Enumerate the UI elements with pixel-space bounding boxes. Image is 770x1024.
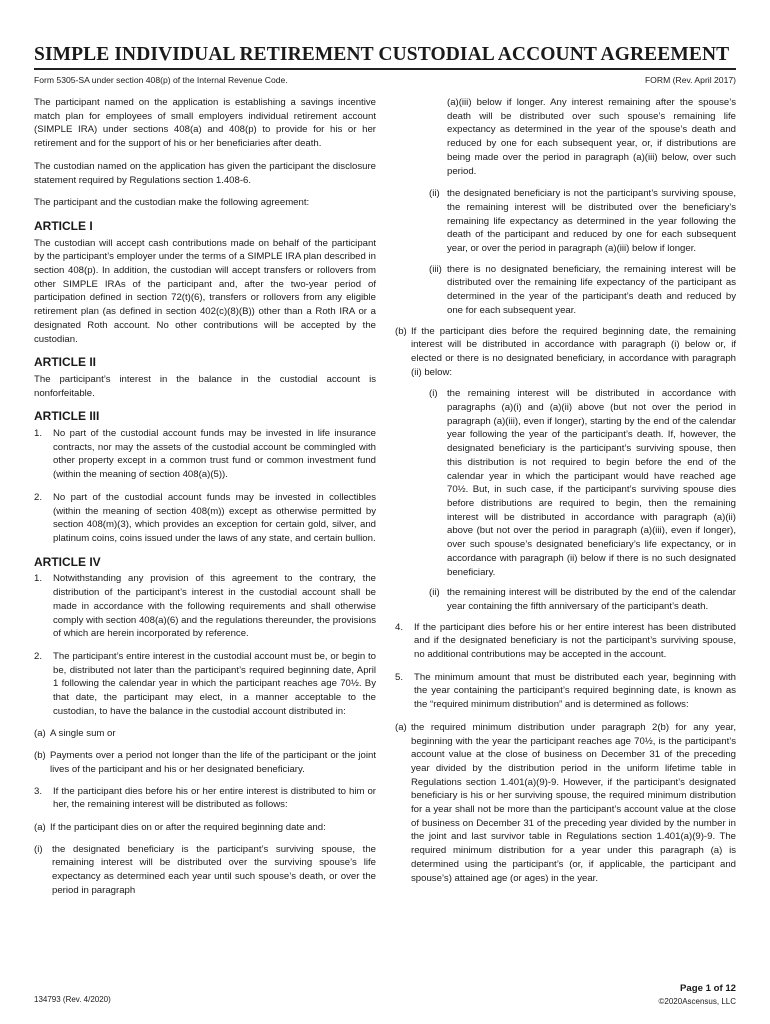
right-column bbox=[395, 96, 736, 893]
item-letter: (a) bbox=[395, 721, 407, 733]
article-4-item-2b bbox=[34, 749, 376, 776]
item-number: 2. bbox=[34, 491, 43, 503]
item-text: If the participant dies before the required beginning date, the remaining interest will be distributed in accordance with paragraph (i) below or, if elected or there is no designated beneficiary, in accordance with paragraph (ii) below: bbox=[411, 325, 736, 378]
form-revision: FORM (Rev. April 2017) bbox=[644, 75, 736, 85]
item-text: the remaining interest will be distributed in accordance with paragraphs (a)(i) and (a)(ii) above (but not over the period in paragraph (a)(iii), even if longer), starting by the end of the calendar year following the year of the participant’s death. If, however, the designated beneficiary is the participant’s surviving spouse, then this distribution is not required to begin before the end of the calendar year in which the participant would have reached age 70½. But, in such case, if the participant’s surviving spouse dies before distributions are required to begin, then the remaining interest will be distributed in accordance with paragraph (a)(ii) above (but not over the period in paragraph (a)(iii), even if longer), over such spouse’s designated beneficiary’s life expectancy, or in accordance with paragraph (ii) below if there is no such designated beneficiary. bbox=[447, 388, 736, 578]
item-roman: (ii) bbox=[429, 587, 440, 599]
item-number: 4. bbox=[395, 621, 404, 633]
item-letter: (a) bbox=[34, 728, 46, 740]
article-4-item-3a-i bbox=[34, 843, 376, 898]
item-letter: (b) bbox=[34, 750, 46, 762]
intro-paragraph-3: The participant and the custodian make the following agreement: bbox=[34, 197, 310, 209]
item-text: the required minimum distribution under paragraph 2(b) for any year, beginning with the year the participant reaches age 70½, is the participant’s account value at the close of business on December 31 of the preceding year divided by the distribution period in the uniform lifetime table in Regulations section 1.401(a)(9)-9. However, if the participant’s designated beneficiary is his or her surviving spouse, the required minimum distribution for a year shall not be more than the participant’s account value at the close of business on December 31 of the preceding year divided by the number in the joint and last survivor table in Regulations section 1.401(a)(9)-9. The required minimum distribution for a year under this paragraph (a) is determined using the participant’s (or, if applicable, the participant and spouse’s) attained age (or ages) in the year. bbox=[411, 721, 736, 884]
item-3b-ii bbox=[429, 586, 736, 613]
item-text: If the participant dies before his or her entire interest is distributed to him or her, the remaining interest will be distributed as follows: bbox=[53, 785, 376, 811]
page-title: SIMPLE INDIVIDUAL RETIREMENT CUSTODIAL ACCOUNT AGREEMENT bbox=[34, 44, 730, 65]
item-letter: (b) bbox=[395, 325, 407, 337]
item-roman: (i) bbox=[34, 843, 43, 855]
item-text: the designated beneficiary is the participant’s surviving spouse, the remaining interest will be distributed over the surviving spouse’s life expectancy as determined each year until such spouse’s death, or over the period in paragraph bbox=[52, 843, 376, 896]
article-2-heading: ARTICLE II bbox=[34, 355, 96, 370]
form-code: 134793 (Rev. 4/2020) bbox=[34, 995, 111, 1004]
item-text: No part of the custodial account funds may be invested in collectibles (within the meaning of section 408(m)) except as otherwise permitted by section 408(m)(3), which provides an exception for certain gold, silver, and platinum coins, coins issued under the laws of any state, and certain bullion. bbox=[53, 491, 376, 544]
article-3-item-1 bbox=[34, 427, 376, 482]
item-number: 5. bbox=[395, 671, 404, 683]
item-3b-i bbox=[429, 387, 736, 579]
item-text: the designated beneficiary is not the participant’s surviving spouse, the remaining interest will be distributed over the beneficiary’s remaining life expectancy as determined in the year following the death of the participant and reduced by one for each subsequent year, or over the period in paragraph (a)(iii) below if longer. bbox=[447, 188, 736, 255]
item-text: If the participant dies on or after the required beginning date and: bbox=[50, 821, 326, 833]
item-letter: (a) bbox=[34, 821, 46, 833]
article-2-text: The participant’s interest in the balance in the custodial account is nonforfeitable. bbox=[34, 373, 376, 399]
item-text: Notwithstanding any provision of this agreement to the contrary, the distribution of the participant’s interest in the custodial account shall be made in accordance with the following requirements and shall otherwise comply with section 408(a)(6) and the regulations thereunder, the provisions of which are herein incorporated by reference. bbox=[53, 573, 376, 640]
continued-paragraph: (a)(iii) below if longer. Any interest remaining after the spouse’s death will be distributed over such spouse’s remaining life expectancy as determined in the year of the spouse’s death and reduced by one for each subsequent year, or, if distributions are being made over the period in paragraph (a)(iii) below, over such period. bbox=[447, 97, 736, 177]
article-4-item-3 bbox=[34, 785, 376, 812]
article-4-item-2a bbox=[34, 727, 376, 741]
intro-paragraph-1: The participant named on the application is establishing a savings incentive match plan for employees of small employers individual retirement account (SIMPLE IRA) under sections 408(a) and 408(p) to provide for his or her retirement and for the support of his or her beneficiaries after death. bbox=[34, 97, 376, 150]
item-number: 1. bbox=[34, 428, 43, 440]
article-3-heading: ARTICLE III bbox=[34, 409, 100, 424]
item-roman: (i) bbox=[429, 388, 438, 400]
item-number: 1. bbox=[34, 573, 43, 585]
item-text: the remaining interest will be distributed by the end of the calendar year containing the fifth anniversary of the participant’s death. bbox=[447, 587, 736, 612]
item-number: 3. bbox=[34, 785, 43, 797]
copyright: ©2020Ascensus, LLC bbox=[658, 997, 736, 1006]
article-4-item-5a bbox=[395, 721, 736, 885]
article-4-item-1 bbox=[34, 572, 376, 641]
article-1-text: The custodian will accept cash contributions made on behalf of the participant by the participant’s employer under the terms of a SIMPLE IRA plan described in section 408(p). In addition, the custodian will accept transfers or rollovers from other SIMPLE IRAs of the participant and, after the two-year period of participation defined in section 72(t)(6), transfers or rollovers from any eligible retirement plan (as defined in section 402(c)(8)(B)) other than a Roth IRA or a designated Roth account. No other contributions will be accepted by the custodian. bbox=[34, 237, 376, 345]
item-roman: (ii) bbox=[429, 188, 440, 200]
article-4-item-5 bbox=[395, 671, 736, 712]
item-3a-ii bbox=[429, 187, 736, 256]
item-text: Payments over a period not longer than the life of the participant or the joint lives of the participant and his or her designated beneficiary. bbox=[50, 750, 376, 775]
item-text: there is no designated beneficiary, the remaining interest will be distributed over the remaining life expectancy of the participant as determined in the year of the participant’s death and reduced by one for each subsequent year. bbox=[447, 263, 736, 316]
left-column bbox=[34, 96, 376, 904]
item-text: No part of the custodial account funds may be invested in life insurance contracts, nor may the assets of the custodial account be commingled with other property except in a common trust fund or common investment fund (within the meaning of section 408(a)(5)). bbox=[53, 428, 376, 481]
item-roman: (iii) bbox=[429, 263, 442, 275]
article-4-item-4 bbox=[395, 621, 736, 662]
title-rule bbox=[34, 68, 736, 70]
page-number: Page 1 of 12 bbox=[680, 983, 736, 994]
intro-paragraph-2: The custodian named on the application has given the participant the disclosure statement required by Regulations section 1.408-6. bbox=[34, 160, 376, 186]
article-4-heading: ARTICLE IV bbox=[34, 554, 101, 569]
item-text: A single sum or bbox=[50, 728, 116, 740]
article-4-item-3a bbox=[34, 821, 376, 835]
item-number: 2. bbox=[34, 650, 43, 662]
article-4-item-2 bbox=[34, 650, 376, 719]
item-text: The participant’s entire interest in the custodial account must be, or begin to be, distributed not later than the participant’s required beginning date, April 1 following the calendar year in which the participant reaches age 70½. By that date, the participant may elect, in a manner acceptable to the custodian, to have the balance in the custodial account distributed in: bbox=[53, 650, 376, 717]
article-1-heading: ARTICLE I bbox=[34, 218, 93, 233]
item-3b bbox=[395, 325, 736, 380]
item-text: The minimum amount that must be distributed each year, beginning with the year containing the participant’s required beginning date, is known as the “required minimum distribution” and is determined as follows: bbox=[414, 671, 736, 711]
item-text: If the participant dies before his or her entire interest has been distributed and if the designated beneficiary is not the participant’s surviving spouse, no additional contributions may be accepted in the account. bbox=[414, 621, 736, 661]
item-3a-iii bbox=[429, 263, 736, 318]
article-3-item-2 bbox=[34, 491, 376, 546]
form-reference: Form 5305-SA under section 408(p) of the Internal Revenue Code. bbox=[34, 75, 288, 85]
